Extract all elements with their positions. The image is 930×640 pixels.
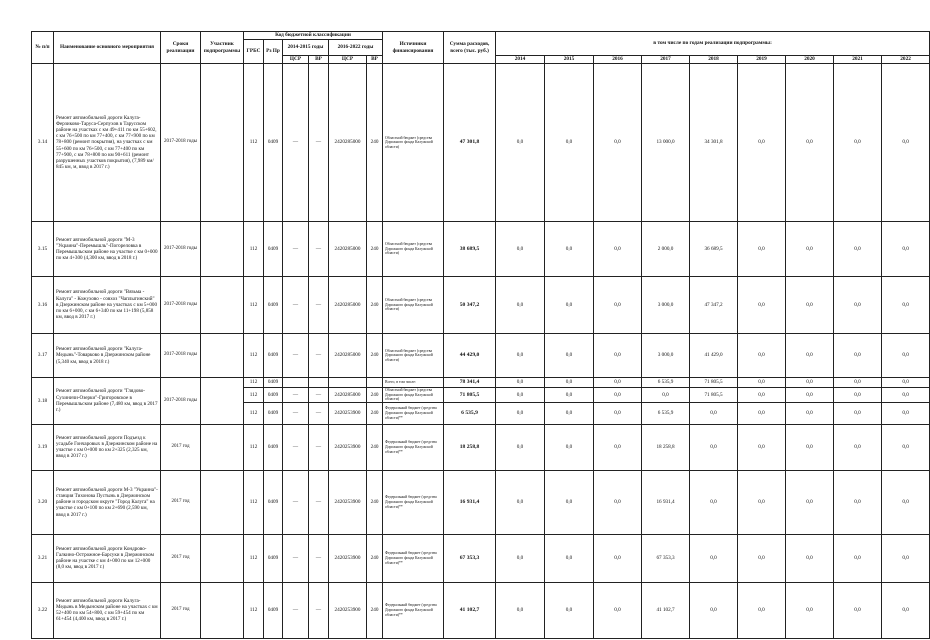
year-amount: 0,0 (882, 222, 930, 277)
year-amount: 0,0 (642, 388, 690, 403)
row-index: 3.15 (32, 222, 54, 277)
total-sum: 47 301,8 (444, 64, 496, 222)
vr-2014-2015 (309, 378, 329, 388)
header-vr: ВР (367, 56, 383, 64)
year-amount: 0,0 (882, 378, 930, 388)
vr-2014-2015: — (309, 277, 329, 334)
header-participant: Участник подпрограммы (201, 32, 244, 64)
year-amount: 0,0 (545, 388, 594, 403)
year-amount: 0,0 (545, 64, 594, 222)
row-index: 3.16 (32, 277, 54, 334)
year-amount: 0,0 (738, 222, 786, 277)
year-amount: 0,0 (594, 582, 642, 638)
year-amount: 0,0 (786, 334, 834, 378)
row-index: 3.20 (32, 470, 54, 534)
year-amount: 0,0 (738, 388, 786, 403)
header-year: 2019 (738, 56, 786, 64)
rzpr-code: 0409 (264, 378, 283, 388)
financing-source: Областной бюджет (средства Дорожного фонда Калужской области) (383, 64, 444, 222)
year-amount: 0,0 (738, 424, 786, 470)
financing-source: Федеральный бюджет (средства Дорожного фонда Калужской области)** (383, 424, 444, 470)
year-amount: 0,0 (545, 582, 594, 638)
year-amount: 3 000,0 (642, 277, 690, 334)
implementation-term: 2017 год (161, 582, 201, 638)
header-year: 2014 (496, 56, 545, 64)
csr-2016-2022 (329, 378, 367, 388)
total-sum: 16 931,4 (444, 470, 496, 534)
year-amount: 0,0 (545, 470, 594, 534)
year-amount: 0,0 (738, 582, 786, 638)
implementation-term: 2017-2018 годы (161, 378, 201, 425)
table-row (32, 64, 930, 222)
year-amount: 16 931,4 (642, 470, 690, 534)
year-amount: 0,0 (594, 277, 642, 334)
total-sum: 18 258,8 (444, 424, 496, 470)
year-amount: 3 000,0 (642, 334, 690, 378)
grbs-code: 112 (244, 582, 264, 638)
year-amount: 0,0 (786, 64, 834, 222)
year-amount: 0,0 (882, 470, 930, 534)
rzpr-code: 0409 (264, 222, 283, 277)
rzpr-code: 0409 (264, 424, 283, 470)
grbs-code: 112 (244, 64, 264, 222)
year-amount: 0,0 (786, 402, 834, 424)
grbs-code: 112 (244, 222, 264, 277)
header-index: № п/п (32, 32, 54, 64)
document-page (31, 31, 911, 639)
year-amount: 0,0 (594, 334, 642, 378)
implementation-term: 2017-2018 годы (161, 277, 201, 334)
implementation-term: 2017 год (161, 470, 201, 534)
year-amount: 67 353,3 (642, 534, 690, 582)
grbs-code: 112 (244, 388, 264, 403)
year-amount: 0,0 (738, 534, 786, 582)
rzpr-code: 0409 (264, 277, 283, 334)
year-amount: 0,0 (882, 388, 930, 403)
year-amount: 0,0 (496, 470, 545, 534)
header-csr: ЦСР (329, 56, 367, 64)
vr-2014-2015: — (309, 470, 329, 534)
year-amount: 0,0 (738, 378, 786, 388)
csr-2014-2015: — (283, 470, 309, 534)
participant-cell (201, 470, 244, 534)
csr-2014-2015: — (283, 222, 309, 277)
year-amount: 0,0 (834, 582, 882, 638)
year-amount: 0,0 (738, 334, 786, 378)
total-sum: 44 429,0 (444, 334, 496, 378)
vr-2016-2022: 240 (367, 388, 383, 403)
vr-2016-2022: 240 (367, 334, 383, 378)
year-amount: 41 429,0 (690, 334, 738, 378)
table-row (32, 424, 930, 470)
header-sum: Сумма расходов, всего (тыс. руб.) (444, 32, 496, 64)
rzpr-code: 0409 (264, 388, 283, 403)
vr-2014-2015: — (309, 402, 329, 424)
financing-source: Областной бюджет (средства Дорожного фонда Калужской области) (383, 388, 444, 403)
program-table (31, 31, 930, 639)
year-amount: 0,0 (834, 334, 882, 378)
year-amount: 6 535,9 (642, 402, 690, 424)
year-amount: 0,0 (690, 582, 738, 638)
vr-2016-2022 (367, 378, 383, 388)
year-amount: 0,0 (496, 222, 545, 277)
csr-2016-2022: 2420253900 (329, 424, 367, 470)
rzpr-code: 0409 (264, 64, 283, 222)
financing-source: Федеральный бюджет (средства Дорожного фонда Калужской области)** (383, 534, 444, 582)
year-amount: 0,0 (545, 534, 594, 582)
total-sum: 50 347,2 (444, 277, 496, 334)
year-amount: 0,0 (496, 402, 545, 424)
year-amount: 0,0 (738, 470, 786, 534)
year-amount: 0,0 (496, 334, 545, 378)
header-years-2016-2022: 2016-2022 годы (329, 40, 383, 56)
header-year: 2022 (882, 56, 930, 64)
activity-name: Ремонт автомобильной дороги Калуга-Ферзиково-Таруса-Серпухов в Тарусском районе на участках с км 49+411 по км 55+602, с км 76+500 по км 77+400, с км 77+900 по км 78+800 (ремонт покрытия), на участках с км 55+600 по км 76+500, с км 77+400 по км 77+900, с км 78+800 по км 90+611 (ремонт разрушенных участков покрытия), (7,989 км/ 845 км, м, ввод в 2017 г.) (54, 64, 161, 222)
year-amount: 18 258,8 (642, 424, 690, 470)
year-amount: 0,0 (545, 222, 594, 277)
total-sum: 41 102,7 (444, 582, 496, 638)
year-amount: 0,0 (882, 534, 930, 582)
year-amount: 0,0 (496, 64, 545, 222)
header-years-2014-2015: 2014-2015 годы (283, 40, 329, 56)
year-amount: 0,0 (834, 378, 882, 388)
year-amount: 0,0 (882, 64, 930, 222)
year-amount: 0,0 (786, 470, 834, 534)
year-amount: 0,0 (594, 402, 642, 424)
header-csr: ЦСР (283, 56, 309, 64)
participant-cell (201, 582, 244, 638)
year-amount: 0,0 (834, 424, 882, 470)
year-amount: 0,0 (834, 402, 882, 424)
year-amount: 0,0 (882, 582, 930, 638)
year-amount: 41 102,7 (642, 582, 690, 638)
financing-source: Областной бюджет (средства Дорожного фонда Калужской области) (383, 334, 444, 378)
grbs-code: 112 (244, 402, 264, 424)
activity-name: Ремонт автомобильной дороги Кондрово-Галкино-Острожное-Барсуки в Дзержинском районе на участке с км 4+000 по км 12+000 (8,0 км, ввод в 2017 г.) (54, 534, 161, 582)
csr-2014-2015: — (283, 424, 309, 470)
csr-2014-2015: — (283, 388, 309, 403)
table-row (32, 222, 930, 277)
year-amount: 0,0 (834, 222, 882, 277)
activity-name: Ремонт автомобильной дороги Калуга-Медынь в Медынском районе на участках с км 52+400 по км 54+800, с км 59+454 по км 61+454 (4,400 км, ввод в 2017 г.) (54, 582, 161, 638)
rzpr-code: 0409 (264, 470, 283, 534)
financing-source: Федеральный бюджет (средства Дорожного фонда Калужской области)** (383, 470, 444, 534)
year-amount: 0,0 (786, 388, 834, 403)
row-index: 3.18 (32, 378, 54, 425)
rzpr-code: 0409 (264, 402, 283, 424)
vr-2016-2022: 240 (367, 424, 383, 470)
header-year: 2015 (545, 56, 594, 64)
header-year: 2021 (834, 56, 882, 64)
implementation-term: 2017-2018 годы (161, 334, 201, 378)
vr-2014-2015: — (309, 582, 329, 638)
header-rzpr: Рз Пр (264, 40, 283, 64)
activity-name: Ремонт автомобильной дороги "Глядово-Сухиничи-Озерки"-Григоровское в Перемышльском районе (7,480 км, ввод в 2017 г.) (54, 378, 161, 425)
year-amount: 0,0 (545, 402, 594, 424)
participant-cell (201, 534, 244, 582)
header-source: Источники финансирования (383, 32, 444, 64)
header-term: Сроки реализации (161, 32, 201, 64)
grbs-code: 112 (244, 424, 264, 470)
rzpr-code: 0409 (264, 582, 283, 638)
year-amount: 0,0 (786, 534, 834, 582)
csr-2014-2015 (283, 378, 309, 388)
activity-name: Ремонт автомобильной дороги "Калуга-Медынь"-Товарково в Дзержинском районе (5,340 км, ввод в 2018 г.) (54, 334, 161, 378)
financing-source: Всего, в том числе: (383, 378, 444, 388)
vr-2014-2015: — (309, 64, 329, 222)
csr-2014-2015: — (283, 277, 309, 334)
participant-cell (201, 64, 244, 222)
vr-2016-2022: 240 (367, 470, 383, 534)
year-amount: 71 805,5 (690, 378, 738, 388)
year-amount: 0,0 (882, 334, 930, 378)
year-amount: 36 689,5 (690, 222, 738, 277)
year-amount: 2 000,0 (642, 222, 690, 277)
header-year: 2020 (786, 56, 834, 64)
table-body (32, 64, 930, 639)
year-amount: 0,0 (690, 402, 738, 424)
implementation-term: 2017-2018 годы (161, 64, 201, 222)
year-amount: 0,0 (545, 424, 594, 470)
vr-2016-2022: 240 (367, 402, 383, 424)
rzpr-code: 0409 (264, 534, 283, 582)
csr-2014-2015: — (283, 582, 309, 638)
total-sum: 78 341,4 (444, 378, 496, 388)
year-amount: 0,0 (545, 277, 594, 334)
year-amount: 0,0 (834, 388, 882, 403)
participant-cell (201, 277, 244, 334)
grbs-code: 112 (244, 378, 264, 388)
implementation-term: 2017-2018 годы (161, 222, 201, 277)
year-amount: 0,0 (882, 424, 930, 470)
header-budget-classification: Код бюджетной классификации (244, 32, 383, 40)
csr-2016-2022: 2420253900 (329, 582, 367, 638)
year-amount: 0,0 (496, 582, 545, 638)
vr-2014-2015: — (309, 424, 329, 470)
participant-cell (201, 378, 244, 425)
vr-2016-2022: 240 (367, 534, 383, 582)
participant-cell (201, 424, 244, 470)
grbs-code: 112 (244, 334, 264, 378)
vr-2016-2022: 240 (367, 277, 383, 334)
vr-2014-2015: — (309, 334, 329, 378)
financing-source: Федеральный бюджет (средства Дорожного фонда Калужской области)** (383, 402, 444, 424)
year-amount: 0,0 (496, 534, 545, 582)
grbs-code: 112 (244, 534, 264, 582)
implementation-term: 2017 год (161, 534, 201, 582)
table-row (32, 334, 930, 378)
header-vr: ВР (309, 56, 329, 64)
header-name: Наименование основного мероприятия (54, 32, 161, 64)
year-amount: 0,0 (882, 277, 930, 334)
csr-2016-2022: 2420285000 (329, 64, 367, 222)
year-amount: 0,0 (738, 402, 786, 424)
row-index: 3.19 (32, 424, 54, 470)
header-year: 2017 (642, 56, 690, 64)
financing-source: Областной бюджет (средства Дорожного фонда Калужской области) (383, 222, 444, 277)
row-index: 3.21 (32, 534, 54, 582)
header-by-years: в том числе по годам реализации подпрограммы: (496, 32, 930, 56)
row-index: 3.22 (32, 582, 54, 638)
csr-2016-2022: 2420253900 (329, 470, 367, 534)
year-amount: 0,0 (834, 534, 882, 582)
financing-source: Областной бюджет (средства Дорожного фонда Калужской области) (383, 277, 444, 334)
year-amount: 0,0 (690, 424, 738, 470)
year-amount: 0,0 (496, 277, 545, 334)
table-row (32, 277, 930, 334)
activity-name: Ремонт автомобильной дороги "М-3 "Украина"-Перемышль"-Погореловка в Перемышльском районе на участке с км 0+000 по км 4+300 (4,300 км, ввод в 2018 г.) (54, 222, 161, 277)
year-amount: 6 535,9 (642, 378, 690, 388)
activity-name: Ремонт автомобильной дороги "Вязьма - Калуга" - Кожухово - совхоз "Чаплыгинский" в Дзержинском районе на участках с км 5+000 по км 6+000, с км 6+340 по км 11+198 (5,858 км, ввод в 2017 г.) (54, 277, 161, 334)
header-grbs: ГРБС (244, 40, 264, 64)
vr-2016-2022: 240 (367, 582, 383, 638)
year-amount: 0,0 (834, 277, 882, 334)
year-amount: 0,0 (594, 222, 642, 277)
year-amount: 0,0 (690, 534, 738, 582)
vr-2014-2015: — (309, 534, 329, 582)
year-amount: 0,0 (594, 424, 642, 470)
total-sum: 6 535,9 (444, 402, 496, 424)
csr-2016-2022: 2420285000 (329, 388, 367, 403)
csr-2014-2015: — (283, 402, 309, 424)
csr-2016-2022: 2420253900 (329, 402, 367, 424)
total-sum: 67 353,3 (444, 534, 496, 582)
csr-2014-2015: — (283, 534, 309, 582)
csr-2014-2015: — (283, 334, 309, 378)
grbs-code: 112 (244, 277, 264, 334)
year-amount: 0,0 (496, 388, 545, 403)
year-amount: 0,0 (882, 402, 930, 424)
year-amount: 0,0 (786, 424, 834, 470)
csr-2016-2022: 2420285000 (329, 334, 367, 378)
vr-2014-2015: — (309, 222, 329, 277)
header-year: 2018 (690, 56, 738, 64)
table-row (32, 378, 930, 388)
vr-2016-2022: 240 (367, 64, 383, 222)
rzpr-code: 0409 (264, 334, 283, 378)
year-amount: 0,0 (786, 582, 834, 638)
grbs-code: 112 (244, 470, 264, 534)
vr-2016-2022: 240 (367, 222, 383, 277)
header-year: 2016 (594, 56, 642, 64)
table-row (32, 470, 930, 534)
csr-2016-2022: 2420285000 (329, 277, 367, 334)
year-amount: 34 301,8 (690, 64, 738, 222)
row-index: 3.14 (32, 64, 54, 222)
financing-source: Федеральный бюджет (средства Дорожного фонда Калужской области)** (383, 582, 444, 638)
year-amount: 0,0 (545, 334, 594, 378)
year-amount: 71 805,5 (690, 388, 738, 403)
csr-2016-2022: 2420253900 (329, 534, 367, 582)
year-amount: 0,0 (786, 277, 834, 334)
year-amount: 0,0 (786, 378, 834, 388)
year-amount: 0,0 (834, 64, 882, 222)
table-row (32, 582, 930, 638)
participant-cell (201, 222, 244, 277)
year-amount: 0,0 (594, 378, 642, 388)
year-amount: 0,0 (594, 534, 642, 582)
year-amount: 47 347,2 (690, 277, 738, 334)
year-amount: 0,0 (834, 470, 882, 534)
year-amount: 0,0 (690, 470, 738, 534)
year-amount: 0,0 (496, 378, 545, 388)
year-amount: 0,0 (545, 378, 594, 388)
implementation-term: 2017 год (161, 424, 201, 470)
participant-cell (201, 334, 244, 378)
year-amount: 13 000,0 (642, 64, 690, 222)
activity-name: Ремонт автомобильной дороги М-3 "Украина"-станция Тихонова Пустынь в Дзержинском районе и городском округе "Город Калуга" на участке с км 0+100 по км 2+690 (2,590 км, ввод в 2017 г.) (54, 470, 161, 534)
year-amount: 0,0 (594, 388, 642, 403)
row-index: 3.17 (32, 334, 54, 378)
table-row (32, 534, 930, 582)
activity-name: Ремонт автомобильной дороги Подъезд к усадьбе Гончаровых в Дзержинском районе на участке с км 0+000 по км 2+325 (2,325 км, ввод в 2017 г.) (54, 424, 161, 470)
total-sum: 38 689,5 (444, 222, 496, 277)
table-header (32, 32, 930, 64)
csr-2014-2015: — (283, 64, 309, 222)
year-amount: 0,0 (594, 470, 642, 534)
csr-2016-2022: 2420285000 (329, 222, 367, 277)
year-amount: 0,0 (738, 64, 786, 222)
year-amount: 0,0 (594, 64, 642, 222)
year-amount: 0,0 (496, 424, 545, 470)
vr-2014-2015: — (309, 388, 329, 403)
total-sum: 71 805,5 (444, 388, 496, 403)
year-amount: 0,0 (738, 277, 786, 334)
year-amount: 0,0 (786, 222, 834, 277)
